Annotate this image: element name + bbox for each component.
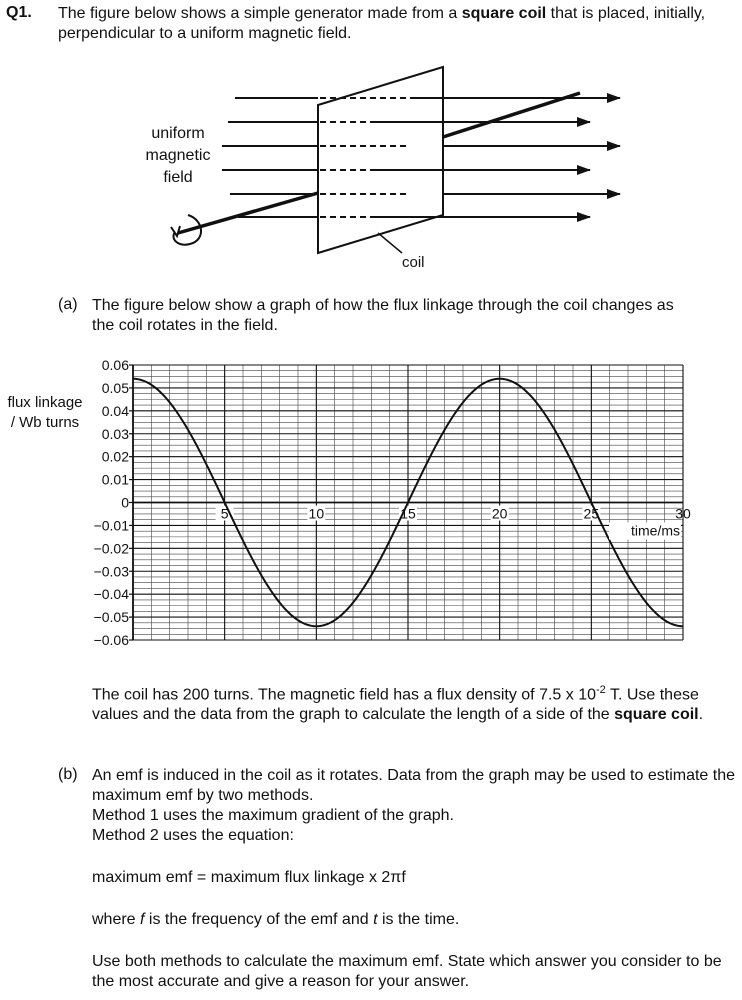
flux-linkage-chart [0, 350, 742, 665]
y-tick-label: 0.04 [101, 402, 129, 419]
part-b-line1: An emf is induced in the coil as it rotates. Data from the graph may be used to estimate the maximum emf by two methods. [92, 767, 735, 804]
field-label-1: uniform [151, 125, 205, 142]
followup-end: . [698, 706, 704, 724]
ylabel-text: flux linkage / Wb turns [7, 394, 83, 431]
y-tick-label: 0.06 [101, 357, 129, 373]
x-tick-label: 5 [220, 505, 229, 522]
intro-text-1: The figure below shows a simple generator made from a [58, 5, 462, 22]
field-label-3: field [163, 169, 193, 186]
followup-superscript: -2 [596, 684, 606, 696]
chart-y-tick-labels [94, 357, 133, 648]
field-lines-right [375, 98, 620, 217]
field-lines-hidden [320, 98, 410, 217]
y-tick-label: −0.03 [93, 563, 129, 580]
part-b-label: (b) [58, 766, 78, 783]
part-a-text: The figure below show a graph of how the flux linkage through the coil changes as the coil rotates in the field. [92, 297, 674, 334]
coil-label: coil [402, 254, 425, 271]
y-tick-label: 0.01 [101, 471, 129, 488]
y-tick-label: 0.05 [101, 379, 129, 396]
followup-bold: square coil [614, 706, 699, 724]
intro-bold: square coil [461, 5, 547, 22]
part-b-text [92, 766, 737, 992]
part-b-where [92, 910, 737, 930]
y-tick-label: −0.02 [93, 540, 129, 557]
question-intro [58, 4, 738, 44]
coil-shape [318, 67, 443, 253]
part-b-equation: maximum emf = maximum flux linkage x 2πf [92, 869, 406, 886]
x-tick-label: 25 [583, 505, 600, 522]
part-a-label: (a) [58, 296, 78, 313]
y-tick-label: 0.03 [101, 425, 129, 442]
where-f: f [140, 911, 145, 928]
part-b-line2: Method 1 uses the maximum gradient of the graph. [92, 807, 454, 824]
x-tick-label: 20 [491, 505, 508, 522]
where-text-3: is the time. [377, 911, 460, 928]
chart-x-tick-labels [216, 506, 691, 522]
part-b-final: Use both methods to calculate the maximum emf. State which answer you consider to be the most accurate and give a reason for your answer. [92, 953, 722, 990]
axle-right [443, 93, 580, 137]
generator-diagram [0, 55, 742, 280]
y-tick-label: 0 [121, 494, 129, 511]
part-b-line3: Method 2 uses the equation: [92, 827, 294, 844]
y-tick-label: 0.02 [101, 448, 129, 465]
field-label-2: magnetic [145, 147, 211, 164]
where-text-1: where [92, 911, 141, 928]
part-a-followup [92, 680, 732, 725]
where-t: t [373, 911, 378, 928]
x-tick-label: 30 [675, 505, 691, 522]
y-tick-label: −0.05 [93, 609, 129, 626]
followup-text-1: The coil has 200 turns. The magnetic field has a flux density of 7.5 x 10 [92, 686, 596, 704]
y-tick-label: −0.01 [93, 517, 129, 534]
question-number: Q1. [6, 4, 32, 21]
y-tick-label: −0.06 [93, 632, 129, 648]
followup-text-2: T. Use these values and the data from the graph to calculate the length of a side of the [92, 686, 699, 724]
y-tick-label: −0.04 [93, 586, 129, 603]
x-tick-label: 10 [308, 505, 325, 522]
field-lines [222, 98, 318, 217]
coil-leader-line [378, 233, 402, 253]
intro-text-2: that is placed, initially, perpendicular to a uniform magnetic field. [58, 5, 706, 42]
where-text-2: is the frequency of the emf and [144, 911, 374, 928]
chart-xlabel: time/ms [631, 522, 680, 539]
axle-left [178, 193, 318, 233]
x-tick-label: 15 [400, 505, 416, 522]
